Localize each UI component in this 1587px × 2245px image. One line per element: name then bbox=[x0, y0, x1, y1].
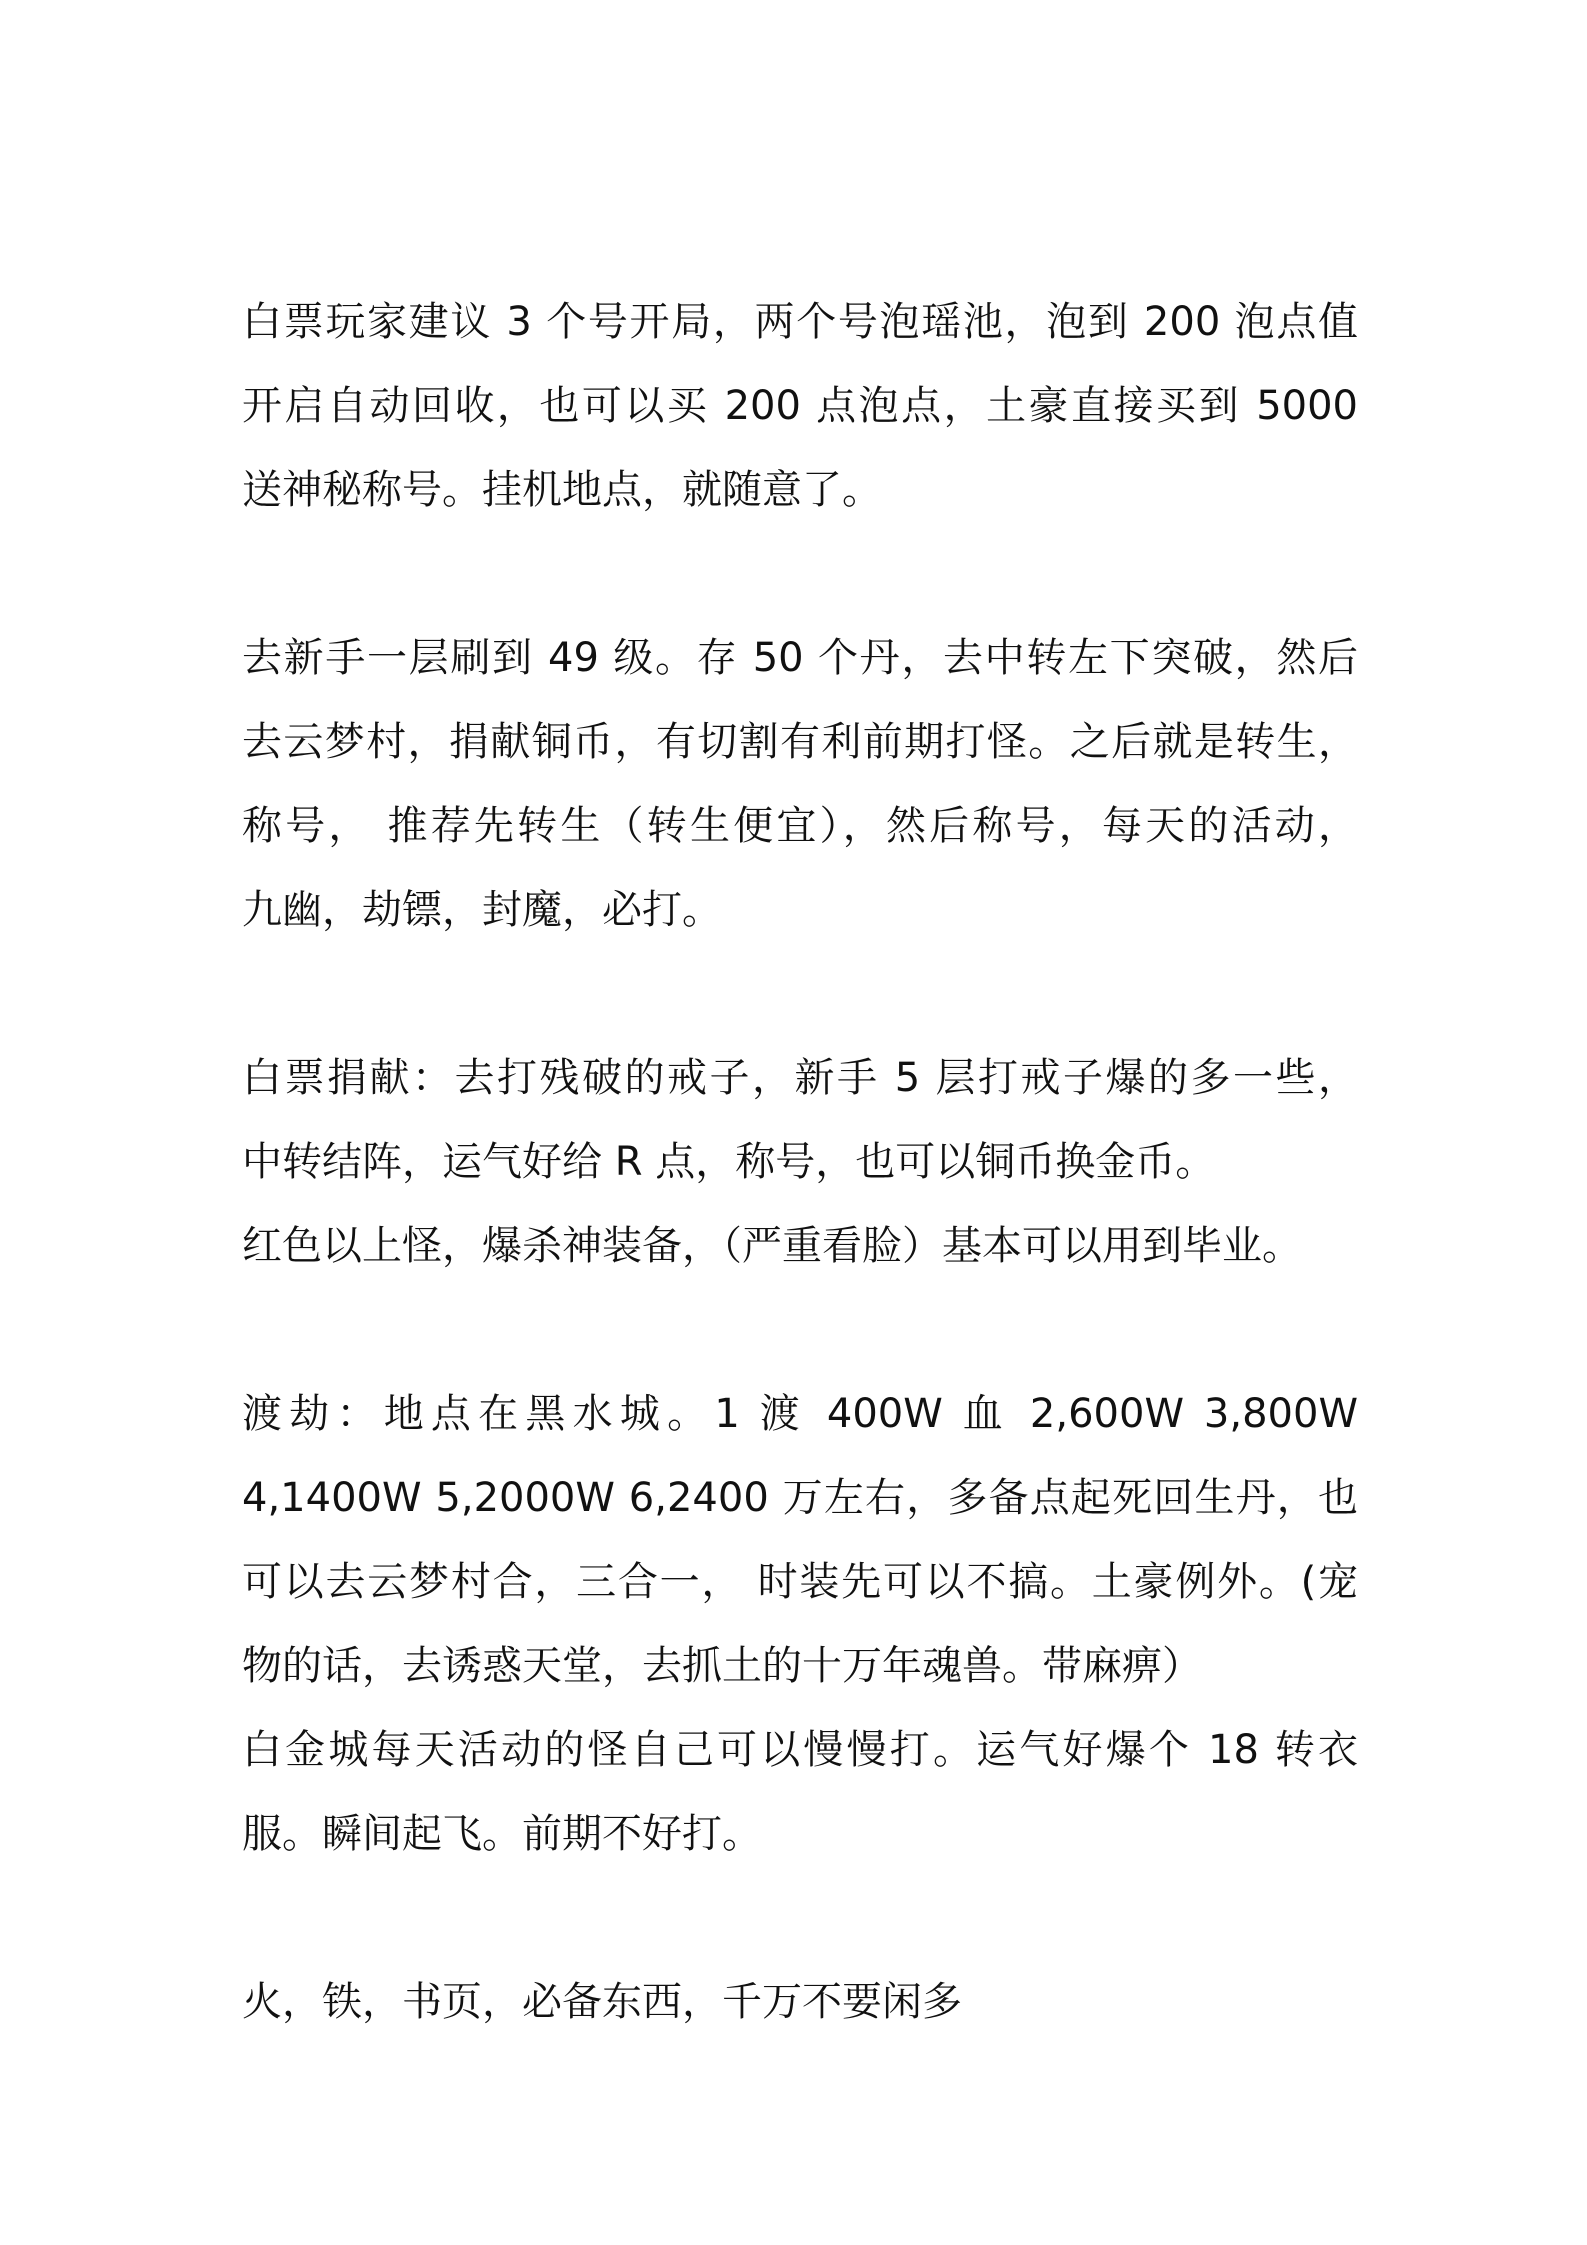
paragraph-spacer bbox=[242, 952, 1358, 1036]
text-line: 白金城每天活动的怪自己可以慢慢打。运气好爆个 18 转衣 bbox=[242, 1727, 1358, 1773]
text-line: 去云梦村，捐献铜币，有切割有利前期打怪。之后就是转生， bbox=[242, 719, 1358, 765]
paragraph-leveling bbox=[242, 616, 1358, 952]
text-line: 称号， 推荐先转生（转生便宜），然后称号，每天的活动， bbox=[242, 803, 1358, 849]
paragraph-donation bbox=[242, 1036, 1358, 1288]
text-line: 九幽，劫镖，封魔，必打。 bbox=[242, 887, 722, 933]
text-line: 白票捐献：去打残破的戒子，新手 5 层打戒子爆的多一些， bbox=[242, 1055, 1358, 1101]
paragraph-bai-piao-start bbox=[242, 280, 1358, 532]
text-line: 红色以上怪，爆杀神装备，（严重看脸）基本可以用到毕业。 bbox=[242, 1223, 1302, 1269]
text-line: 物的话，去诱惑天堂，去抓土的十万年魂兽。带麻痹） bbox=[242, 1643, 1202, 1689]
text-line: 去新手一层刷到 49 级。存 50 个丹，去中转左下突破，然后 bbox=[242, 635, 1358, 681]
text-line: 可以去云梦村合，三合一， 时装先可以不搞。土豪例外。(宠 bbox=[242, 1559, 1358, 1605]
text-line: 开启自动回收，也可以买 200 点泡点，土豪直接买到 5000 bbox=[242, 383, 1358, 429]
text-line: 4,1400W 5,2000W 6,2400 万左右，多备点起死回生丹，也 bbox=[242, 1475, 1358, 1521]
paragraph-essentials bbox=[242, 1960, 1358, 2044]
text-line: 火，铁，书页，必备东西，千万不要闲多 bbox=[242, 1979, 962, 2025]
paragraph-dujie bbox=[242, 1372, 1358, 1876]
paragraph-spacer bbox=[242, 532, 1358, 616]
paragraph-spacer bbox=[242, 1876, 1358, 1960]
text-line: 服。瞬间起飞。前期不好打。 bbox=[242, 1811, 762, 1857]
text-line: 中转结阵，运气好给 R 点，称号，也可以铜币换金币。 bbox=[242, 1139, 1216, 1185]
document-body bbox=[242, 280, 1358, 2044]
text-line: 送神秘称号。挂机地点，就随意了。 bbox=[242, 467, 882, 513]
text-line: 白票玩家建议 3 个号开局，两个号泡瑶池，泡到 200 泡点值 bbox=[242, 299, 1358, 345]
text-line: 渡劫：地点在黑水城。1 渡 400W 血 2,600W 3,800W bbox=[242, 1391, 1358, 1437]
paragraph-spacer bbox=[242, 1288, 1358, 1372]
